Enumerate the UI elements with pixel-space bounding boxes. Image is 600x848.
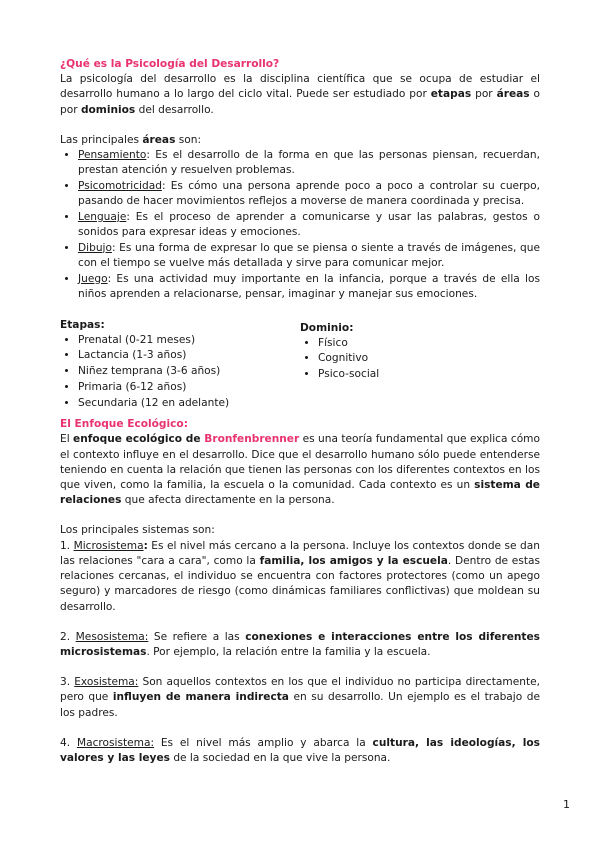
enfoque-text-1: El xyxy=(60,433,74,446)
list-item xyxy=(78,272,540,302)
intro-bold-dominios: dominios xyxy=(80,103,136,116)
intro-text-1: La psicología del desarrollo es la disciplina científica que se ocupa de estudiar el desarrollo humano a lo largo del ciclo vital. Puede ser estudiado por xyxy=(60,73,540,101)
list-item xyxy=(78,241,540,271)
macro-term: Macrosistema: xyxy=(76,736,155,749)
exo-bold: influyen de manera indirecta xyxy=(112,691,289,704)
dominio-title: Dominio: xyxy=(300,321,354,334)
exo-num: 3. xyxy=(60,676,75,689)
section-title-psicologia: ¿Qué es la Psicología del Desarrollo? xyxy=(60,58,280,70)
areas-lead-text-1: Las principales xyxy=(60,133,143,146)
enfoque-bold-2: sistema de relaciones xyxy=(60,479,540,507)
list-item: • Físico xyxy=(318,336,540,351)
exo-text-1: Son aquellos contextos en los que el individuo no participa directamente, pero que xyxy=(60,676,540,704)
intro-text-4: del desarrollo. xyxy=(135,103,214,116)
list-item: • Lactancia (1-3 años) xyxy=(78,348,300,363)
macro-text-2: de la sociedad en la que vive la persona. xyxy=(169,751,391,764)
intro-bold-etapas: etapas xyxy=(430,88,472,101)
areas-lead-bold: áreas xyxy=(142,133,176,146)
document-page xyxy=(60,57,540,766)
area-text: : Es el proceso de aprender a comunicarse y usar las palabras, gestos o sonidos para expresar ideas y emociones. xyxy=(78,210,540,239)
area-text: : Es cómo una persona aprende poco a poco a controlar su cuerpo, pasando de hacer movimientos reflejos a moverse de manera coordinada y precisa. xyxy=(78,179,540,208)
area-text: : Es el desarrollo de la forma en que las personas piensan, recuerdan, prestan atención y resuelven problemas. xyxy=(78,149,540,177)
area-term: Pensamiento xyxy=(78,149,147,162)
etapas-dominio-columns xyxy=(60,318,540,412)
meso-term: Mesosistema: xyxy=(75,630,149,643)
intro-bold-areas: áreas xyxy=(496,88,530,101)
etapas-column xyxy=(60,318,300,412)
area-text: : Es una forma de expresar lo que se piensa o siente a través de imágenes, que con el tiempo se vuelve más detallada y sirve para comunicar mejor. xyxy=(78,241,540,269)
meso-text-1: Se refiere a las xyxy=(148,630,246,643)
enfoque-text-3: que afecta directamente en la persona. xyxy=(121,494,335,507)
list-item xyxy=(78,148,540,178)
section-title-enfoque: El Enfoque Ecológico: xyxy=(60,418,188,431)
macro-bold: cultura, las ideologías, los valores y las leyes xyxy=(60,736,540,764)
areas-lead xyxy=(60,133,540,148)
exosistema-paragraph xyxy=(60,675,540,721)
meso-bold: conexiones e interacciones entre los diferentes microsistemas xyxy=(60,630,540,658)
macrosistema-paragraph xyxy=(60,736,540,766)
list-item: • Secundaria (12 en adelante) xyxy=(78,396,300,411)
etapas-list xyxy=(60,333,300,411)
macro-num: 4. xyxy=(60,736,77,749)
areas-list xyxy=(60,148,540,302)
list-item xyxy=(78,210,540,240)
dominio-list xyxy=(300,336,540,383)
list-item xyxy=(78,179,540,209)
list-item: • Psico-social xyxy=(318,367,540,382)
mesosistema-paragraph xyxy=(60,630,540,660)
list-item: • Prenatal (0-21 meses) xyxy=(78,333,300,348)
meso-text-2: . Por ejemplo, la relación entre la familia y la escuela. xyxy=(146,645,431,658)
enfoque-bold-1: enfoque ecológico de xyxy=(73,433,205,446)
exo-text-2: en su desarrollo. Un ejemplo es el trabajo de los padres. xyxy=(60,691,540,719)
micro-colon: : xyxy=(143,539,148,552)
area-term: Lenguaje xyxy=(78,210,127,223)
areas-lead-text-2: son: xyxy=(175,133,202,146)
list-item: • Primaria (6-12 años) xyxy=(78,380,300,395)
area-text: : Es una actividad muy importante en la infancia, porque a través de ella los niños aprenden a relacionarse, pensar, imaginar y manejar sus emociones. xyxy=(78,272,540,300)
systems-lead: Los principales sistemas son: xyxy=(60,524,215,537)
micro-text-1: Es el nivel más cercano a la persona. Incluye los contextos donde se dan las relaciones "cara a cara", como la xyxy=(60,539,540,567)
enfoque-text-2: es una teoría fundamental que explica cómo el contexto influye en el desarrollo. Dice que el desarrollo humano sólo puede entenderse teniendo en cuenta la relación que tienen las personas con los diferentes contextos en los que viven, como la familia, la escuela o la comunidad. Cada contexto es un xyxy=(60,433,540,492)
microsistema-paragraph xyxy=(60,539,540,615)
list-item: • Cognitivo xyxy=(318,351,540,366)
area-term: Psicomotricidad xyxy=(78,179,162,192)
page-number: 1 xyxy=(563,798,570,811)
micro-num: 1. xyxy=(60,539,74,552)
bronfenbrenner-highlight: Bronfenbrenner xyxy=(204,433,300,446)
micro-term: Microsistema xyxy=(73,539,144,552)
intro-text-3: o por xyxy=(60,88,540,116)
dominio-column xyxy=(300,318,540,412)
enfoque-paragraph xyxy=(60,432,540,508)
etapas-title: Etapas: xyxy=(60,318,105,331)
area-term: Dibujo xyxy=(78,241,112,254)
micro-bold: familia, los amigos y la escuela xyxy=(259,554,448,567)
micro-text-2: . Dentro de estas relaciones cercanas, el individuo se encuentra con factores protectores (como un apego seguro) y marcadores de riesgo (como dinámicas familiares conflictivas) que moldean su desarrollo. xyxy=(60,554,540,613)
intro-paragraph xyxy=(60,72,540,118)
macro-text-1: Es el nivel más amplio y abarca la xyxy=(154,736,373,749)
list-item: • Niñez temprana (3-6 años) xyxy=(78,364,300,379)
area-term: Juego xyxy=(78,272,108,285)
exo-term: Exosistema: xyxy=(74,676,139,689)
intro-text-2: por xyxy=(471,88,497,101)
meso-num: 2. xyxy=(60,630,76,643)
